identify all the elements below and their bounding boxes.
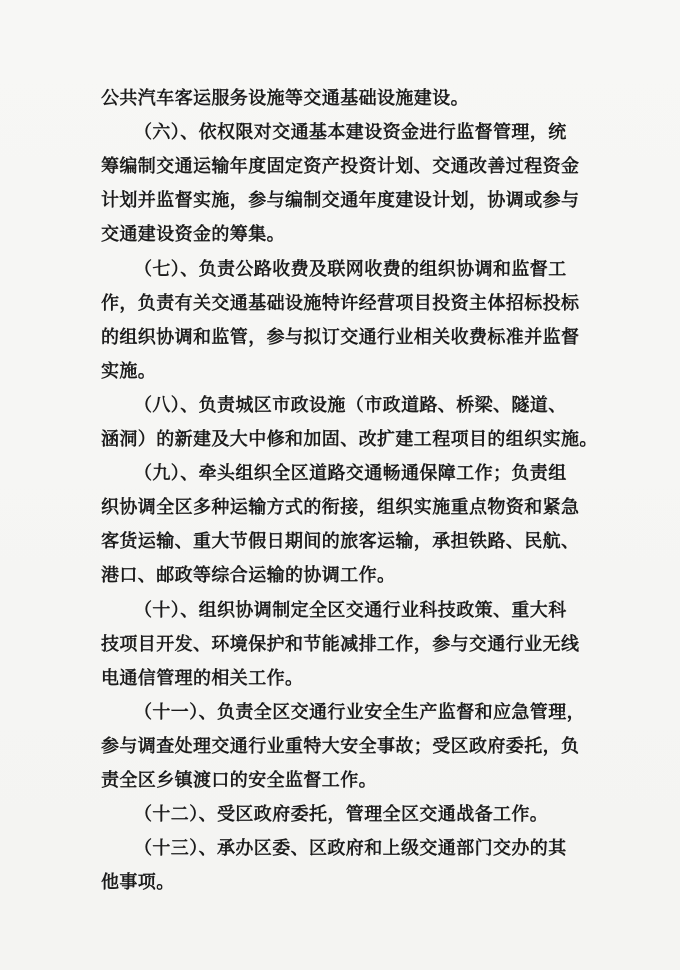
text-line-8: 的组织协调和监管，参与拟订交通行业相关收费标准并监督	[101, 327, 580, 348]
text-line-12: （九）、牵头组织全区道路交通畅通保障工作；负责组	[134, 463, 567, 484]
text-line-7: 作，负责有关交通基础设施特许经营项目投资主体招标投标	[101, 293, 580, 314]
text-line-16: （十）、组织协调制定全区交通行业科技政策、重大科	[134, 600, 567, 621]
text-line-15: 港口、邮政等综合运输的协调工作。	[101, 565, 396, 586]
text-line-17: 技项目开发、环境保护和节能减排工作，参与交通行业无线	[101, 634, 580, 655]
text-line-9: 实施。	[101, 361, 157, 382]
text-line-24: 他事项。	[101, 872, 175, 893]
text-line-19: （十一）、负责全区交通行业安全生产监督和应急管理，	[134, 702, 585, 723]
text-line-23: （十三）、承办区委、区政府和上级交通部门交办的其	[134, 838, 567, 859]
text-line-2: （六）、依权限对交通基本建设资金进行监督管理，统	[134, 122, 567, 143]
text-line-14: 客货运输、重大节假日期间的旅客运输，承担铁路、民航、	[101, 531, 580, 552]
text-line-3: 筹编制交通运输年度固定资产投资计划、交通改善过程资金	[101, 156, 580, 177]
text-line-10: （八）、负责城区市政设施（市政道路、桥梁、隧道、	[134, 395, 567, 416]
text-line-1: 公共汽车客运服务设施等交通基础设施建设。	[101, 88, 469, 109]
text-line-5: 交通建设资金的筹集。	[101, 224, 285, 245]
text-line-21: 责全区乡镇渡口的安全监督工作。	[101, 770, 377, 791]
text-line-6: （七）、负责公路收费及联网收费的组织协调和监督工	[134, 259, 567, 280]
text-line-11: 涵洞）的新建及大中修和加固、改扩建工程项目的组织实施。	[101, 429, 598, 450]
text-line-20: 参与调查处理交通行业重特大安全事故；受区政府委托，负	[101, 736, 580, 757]
text-line-22: （十二）、受区政府委托，管理全区交通战备工作。	[134, 804, 549, 825]
text-line-18: 电通信管理的相关工作。	[101, 668, 304, 689]
text-line-4: 计划并监督实施，参与编制交通年度建设计划，协调或参与	[101, 190, 580, 211]
text-line-13: 织协调全区多种运输方式的衔接，组织实施重点物资和紧急	[101, 497, 580, 518]
